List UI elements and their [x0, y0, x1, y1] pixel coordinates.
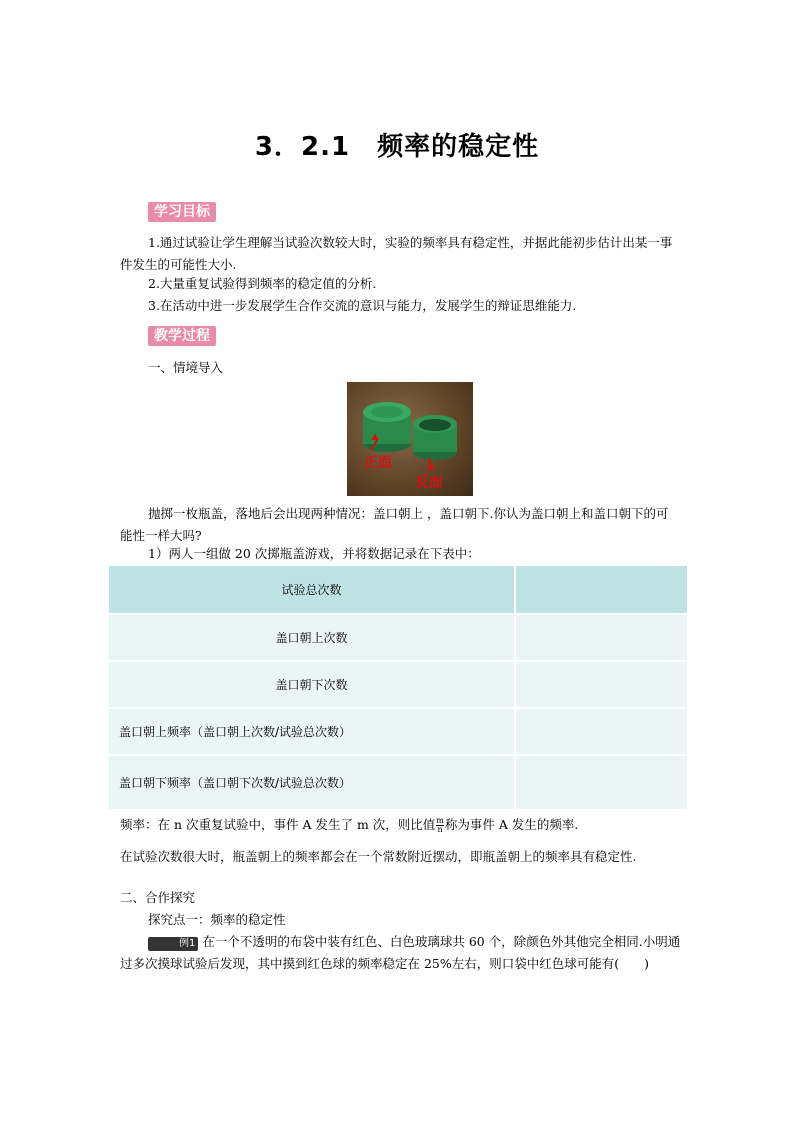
table-row — [109, 566, 687, 614]
part1-heading: 一、情境导入 — [148, 360, 224, 375]
section-header-process — [148, 326, 416, 346]
section-label-objectives: 学习目标 — [148, 202, 216, 222]
objective-3: 3.在活动中进一步发展学生合作交流的意识与能力，发展学生的辩证思维能力. — [148, 298, 577, 313]
objective-2: 2.大量重复试验得到频率的稳定值的分析. — [148, 276, 377, 291]
table-row — [109, 755, 687, 810]
data-table — [109, 566, 687, 811]
table-cell-label: 盖口朝下次数 — [109, 661, 515, 708]
objective-1: 1.通过试验让学生理解当试验次数较大时，实验的频率具有稳定性，并据此能初步估计出某一事件发生的可能性大小. — [120, 235, 673, 272]
table-cell-value[interactable] — [515, 755, 687, 810]
section-label-process: 教学过程 — [148, 326, 216, 346]
example-text: 在一个不透明的布袋中装有红色、白色玻璃球共 60 个，除颜色外其他完全相同.小明通过多次摸球试验后发现，其中摸到红色球的频率稳定在 25%左右，则口袋中红色球可能有( ) — [120, 934, 681, 971]
table-cell-value[interactable] — [515, 661, 687, 708]
bottle-caps-illustration — [347, 382, 473, 496]
stability-text: 在试验次数很大时，瓶盖朝上的频率都会在一个常数附近摆动，即瓶盖朝上的频率具有稳定性. — [120, 849, 637, 864]
section-header-objectives — [148, 202, 416, 222]
fraction-m-over-n — [436, 817, 444, 834]
explore-point: 探究点一：频率的稳定性 — [148, 912, 286, 927]
table-cell-value[interactable] — [515, 708, 687, 755]
table-cell-label: 盖口朝上频率（盖口朝上次数/试验总次数） — [109, 708, 515, 755]
label-back: 反面 — [415, 475, 443, 491]
table-cell-label: 盖口朝上次数 — [109, 614, 515, 661]
bottle-cap-photo — [347, 382, 473, 496]
frequency-def-before: 频率：在 n 次重复试验中，事件 A 发生了 m 次，则比值 — [120, 817, 436, 832]
part2-heading: 二、合作探究 — [120, 890, 196, 905]
page-title: 3．2.1 频率的稳定性 — [254, 132, 540, 162]
fraction-numerator: m — [436, 816, 444, 825]
frequency-definition — [120, 814, 700, 836]
table-row — [109, 614, 687, 661]
example-1 — [120, 931, 682, 975]
table-cell-value[interactable] — [515, 566, 687, 614]
table-cell-label: 试验总次数 — [109, 566, 515, 614]
example-badge: 例1 — [148, 937, 198, 951]
intro-text: 抛掷一枚瓶盖，落地后会出现两种情况：盖口朝上 ，盖口朝下.你认为盖口朝上和盖口朝下的可能性一样大吗? — [120, 506, 669, 543]
table-row — [109, 708, 687, 755]
table-row — [109, 661, 687, 708]
table-cell-label: 盖口朝下频率（盖口朝下次数/试验总次数） — [109, 755, 515, 810]
label-front: 正面 — [364, 455, 392, 471]
task-text: 1）两人一组做 20 次掷瓶盖游戏，并将数据记录在下表中： — [148, 546, 480, 561]
table-cell-value[interactable] — [515, 614, 687, 661]
fraction-denominator: n — [437, 825, 443, 834]
frequency-def-after: 称为事件 A 发生的频率. — [444, 817, 579, 832]
